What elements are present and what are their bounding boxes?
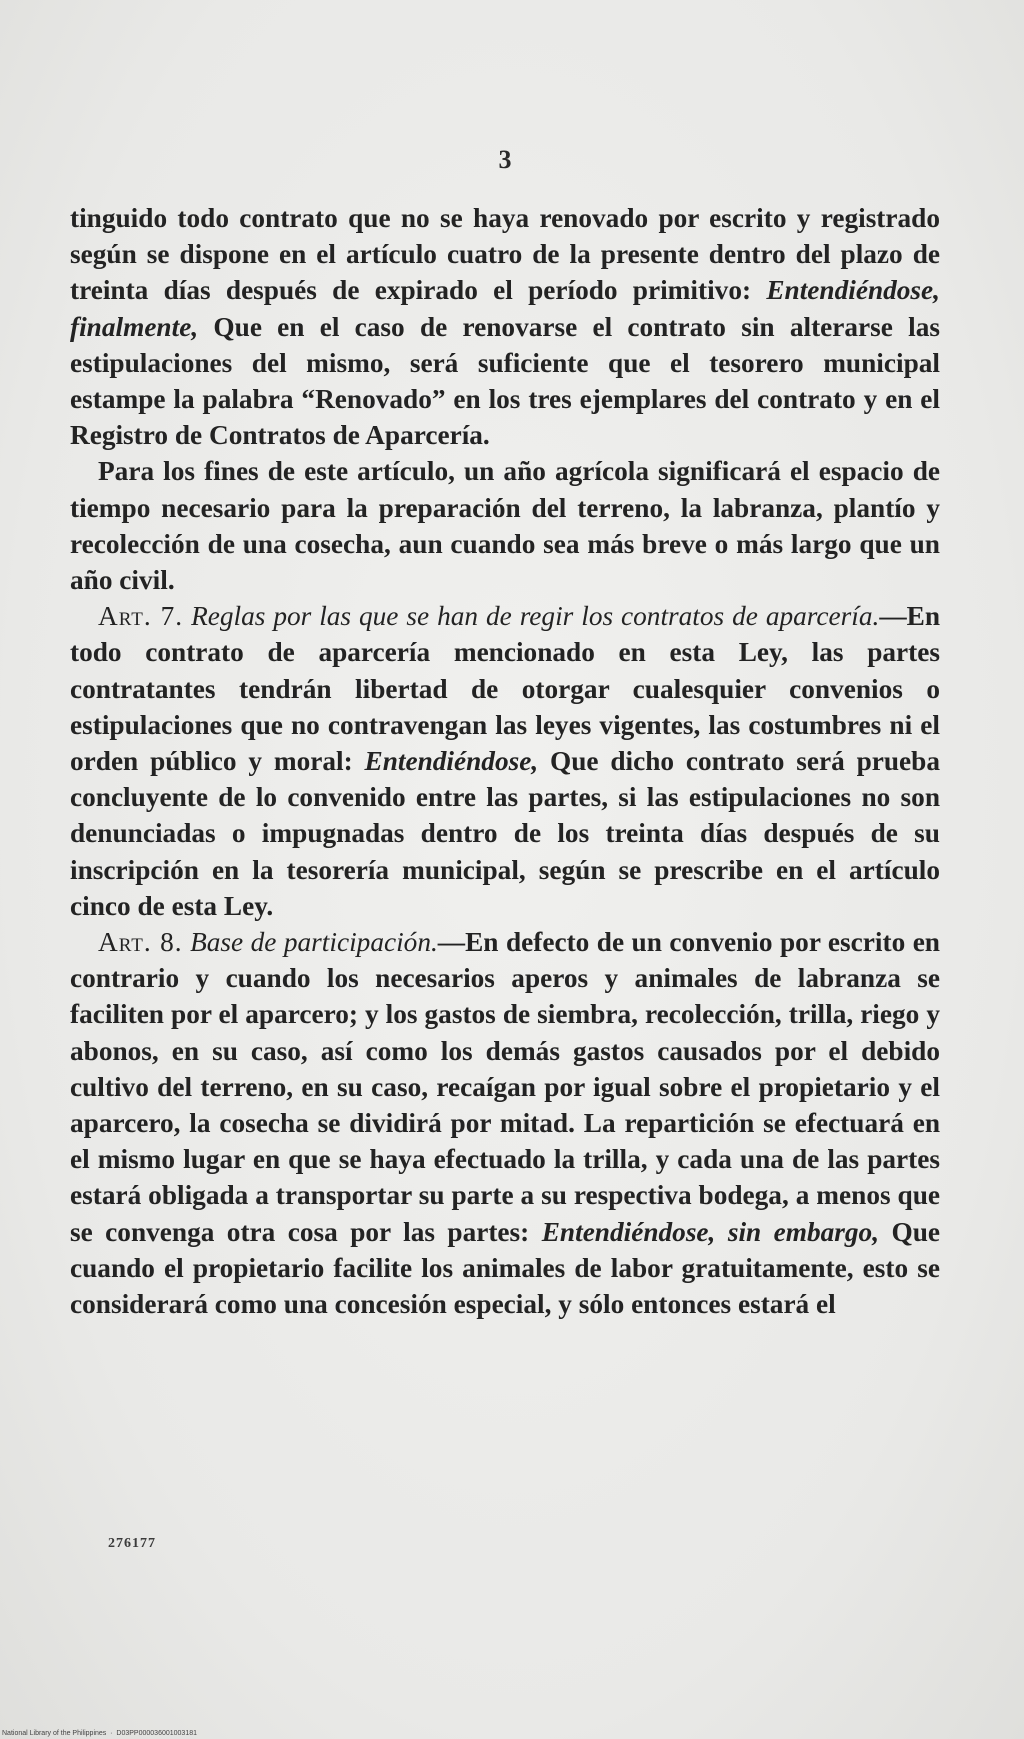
page-number: 3 [498, 145, 512, 174]
paragraph-text: —En todo contrato de aparcería mencionado en esta Ley, las partes contratantes tendrán libertad de otorgar cualesquier convenios o estipulaciones que no contravengan las leyes vigentes, las costumbres ni el orden público y moral: [70, 601, 940, 777]
paragraph-text: tinguido todo contrato que no se haya renovado por escrito y registrado según se dispone en el artículo cuatro de la presente dentro del plazo de treinta días después de expirado el período primitivo: [70, 203, 940, 306]
paragraph-text: Que cuando el propietario facilite los animales de labor gratuitamente, esto se considerará como una concesión especial, y sólo entonces estará el [70, 1216, 940, 1320]
article-title: Base de participación. [190, 927, 438, 958]
paragraph-text: Que dicho contrato será prueba concluyente de lo convenido entre las partes, si las estipulaciones no son denunciadas o impugnadas dentro de los treinta días después de su inscripción en la tesorería municipal, según se prescribe en el artículo cinco de esta Ley. [70, 746, 940, 921]
article-8 [70, 924, 940, 1322]
paragraph-text: Que en el caso de renovarse el contrato sin alterarse las estipulaciones del mismo, será suficiente que el tesorero municipal estampe la palabra “Renovado” en los tres ejemplares del contrato y en el Registro de Contratos de Aparcería. [70, 311, 940, 451]
italic-proviso: Entendiéndose, finalmente, [70, 275, 940, 342]
paragraph-text: —En defecto de un convenio por escrito en contrario y cuando los necesarios aperos y animales de labranza se faciliten por el aparcero; y los gastos de siembra, recolección, trilla, riego y abonos, en su caso, así como los demás gastos causados por el debido cultivo del terreno, en su caso, recaígan por igual sobre el propietario y el aparcero, la cosecha se dividirá por mitad. La repartición se efectuará en el mismo lugar en que se haya efectuado la trilla, y cada una de las partes estará obligada a transportar su parte a su respectiva bodega, a menos que se convenga otra cosa por las partes: [70, 927, 940, 1247]
printer-stamp: 276177 [108, 1536, 156, 1551]
footer-id: D03PP000036001003181 [116, 1730, 197, 1737]
paragraph-continuation [70, 200, 940, 453]
paragraph-agricultural-year [70, 453, 940, 598]
italic-proviso: Entendiéndose, [364, 746, 539, 777]
body-text [70, 200, 940, 1322]
footer-library: National Library of the Philippines [2, 1730, 107, 1737]
footer-caption: National Library of the Philippines · D03PP000036001003181 [2, 1730, 197, 1737]
italic-proviso: Entendiéndose, sin embargo, [541, 1216, 880, 1247]
article-label: Art. 7. [98, 601, 184, 632]
paragraph-text: Para los fines de este artículo, un año agrícola significará el espacio de tiempo necesario para la preparación del terreno, la labranza, plantío y recolección de una cosecha, aun cuando sea más breve o más largo que un año civil. [70, 456, 940, 596]
article-title: Reglas por las que se han de regir los contratos de aparcería. [191, 601, 880, 632]
article-label: Art. 8. [98, 927, 183, 958]
article-7 [70, 598, 940, 924]
